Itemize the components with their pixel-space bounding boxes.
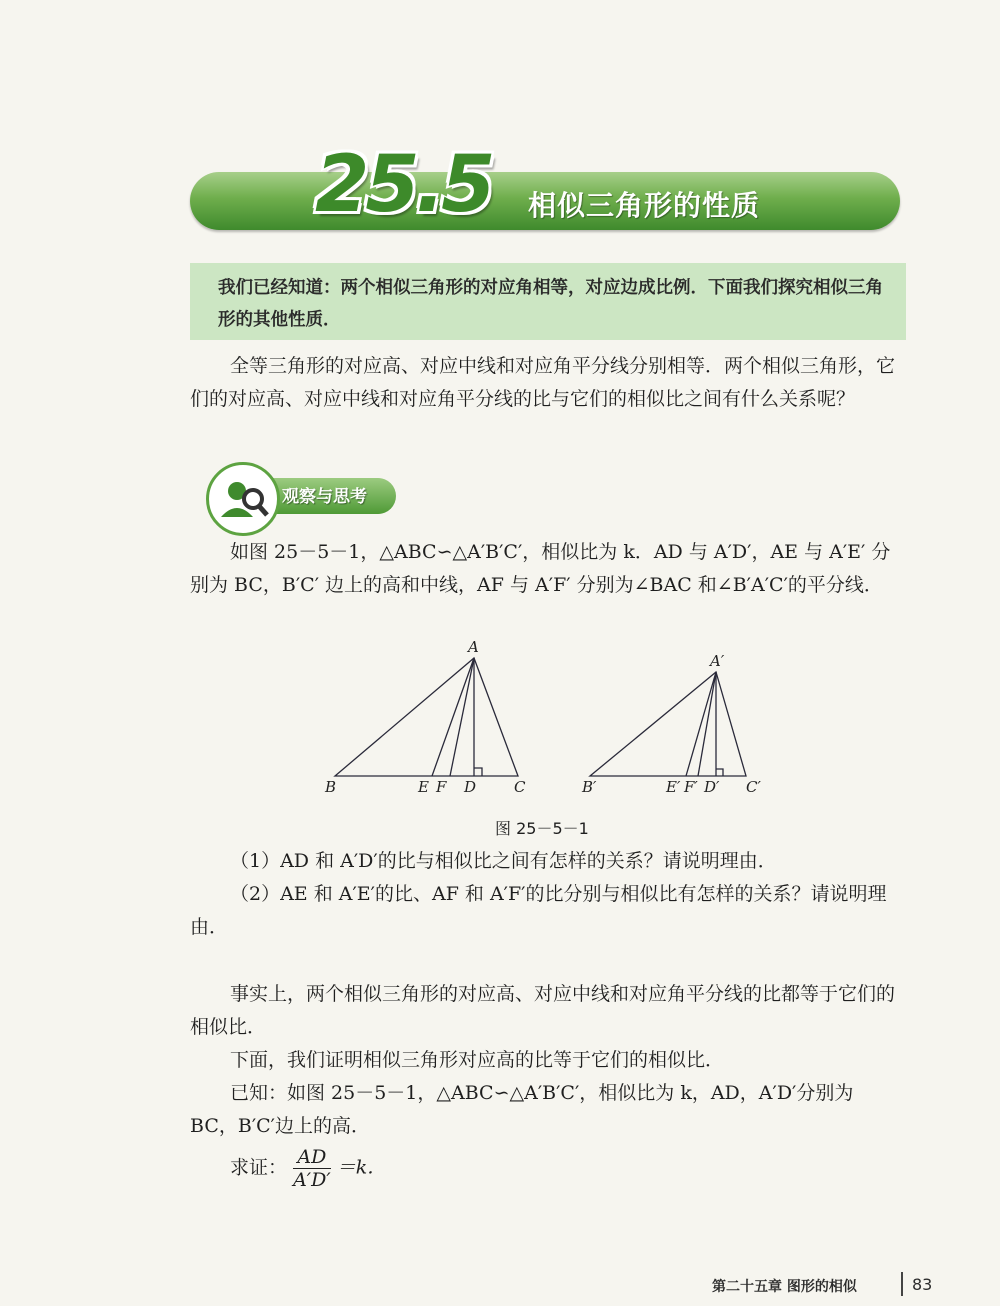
label-a1: A′ [710,652,725,670]
label-d1: D′ [704,778,720,796]
question-1: （1）AD 和 A′D′的比与相似比之间有怎样的关系？请说明理由． [230,850,777,872]
intro-box [190,263,906,340]
prove-rest: ＝k． [336,1156,387,1179]
prove-line [230,1146,946,1191]
label-b1: B′ [582,778,597,796]
prove-label: 求证： [230,1156,288,1179]
label-c: C [514,778,526,796]
figure-caption: 图 25－5－1 [495,819,589,838]
question-2: （2）AE 和 A′E′的比、AF 和 A′F′的比分别与相似比有怎样的关系？请说明理由． [190,883,887,938]
section-title: 相似三角形的性质 [528,189,761,222]
label-e1: E′ [666,778,681,796]
intro-text: 我们已经知道：两个相似三角形的对应角相等，对应边成比例．下面我们探究相似三角形的其他性质． [218,278,883,330]
paragraph-question: 全等三角形的对应高、对应中线和对应角平分线分别相等．两个相似三角形，它们的对应高、对应中线和对应角平分线的比与它们的相似比之间有什么关系呢？ [190,355,896,410]
label-f: F [436,778,447,796]
triangle-a1b1c1 [590,672,746,776]
fraction-numerator: AD [293,1146,331,1169]
observe-text: 如图 25－5－1，△ABC∽△A′B′C′，相似比为 k．AD 与 A′D′，AE 与 A′E′ 分别为 BC，B′C′ 边上的高和中线，AF 与 A′F′ 分别为∠BAC 和∠B′A′C′的平分线． [190,541,891,596]
triangle-abc [335,658,518,776]
label-e: E [418,778,429,796]
fraction-ad-over-a1d1 [293,1146,331,1191]
chapter-footer: 第二十五章 图形的相似 [712,1279,857,1295]
figure-triangles [300,636,780,806]
label-a: A [468,638,479,656]
person-magnifier-icon [209,465,277,533]
right-angle-mark [474,768,482,776]
observe-badge-label: 观察与思考 [282,487,367,507]
section-number: 25.5 [315,140,492,230]
right-angle-mark-2 [716,769,723,776]
given-paragraph: 已知：如图 25－5－1，△ABC∽△A′B′C′，相似比为 k，AD，A′D′分别为 BC，B′C′边上的高． [190,1082,854,1137]
observe-icon-circle [206,462,280,536]
label-b: B [325,778,337,796]
label-c1: C′ [746,778,761,796]
footer-divider [901,1272,903,1296]
fraction-denominator: A′D′ [293,1169,331,1191]
label-d: D [464,778,477,796]
next-paragraph: 下面，我们证明相似三角形对应高的比等于它们的相似比． [230,1049,725,1071]
label-f1: F′ [684,778,698,796]
fact-paragraph: 事实上，两个相似三角形的对应高、对应中线和对应角平分线的比都等于它们的相似比． [190,983,896,1038]
page-number: 83 [912,1275,933,1294]
